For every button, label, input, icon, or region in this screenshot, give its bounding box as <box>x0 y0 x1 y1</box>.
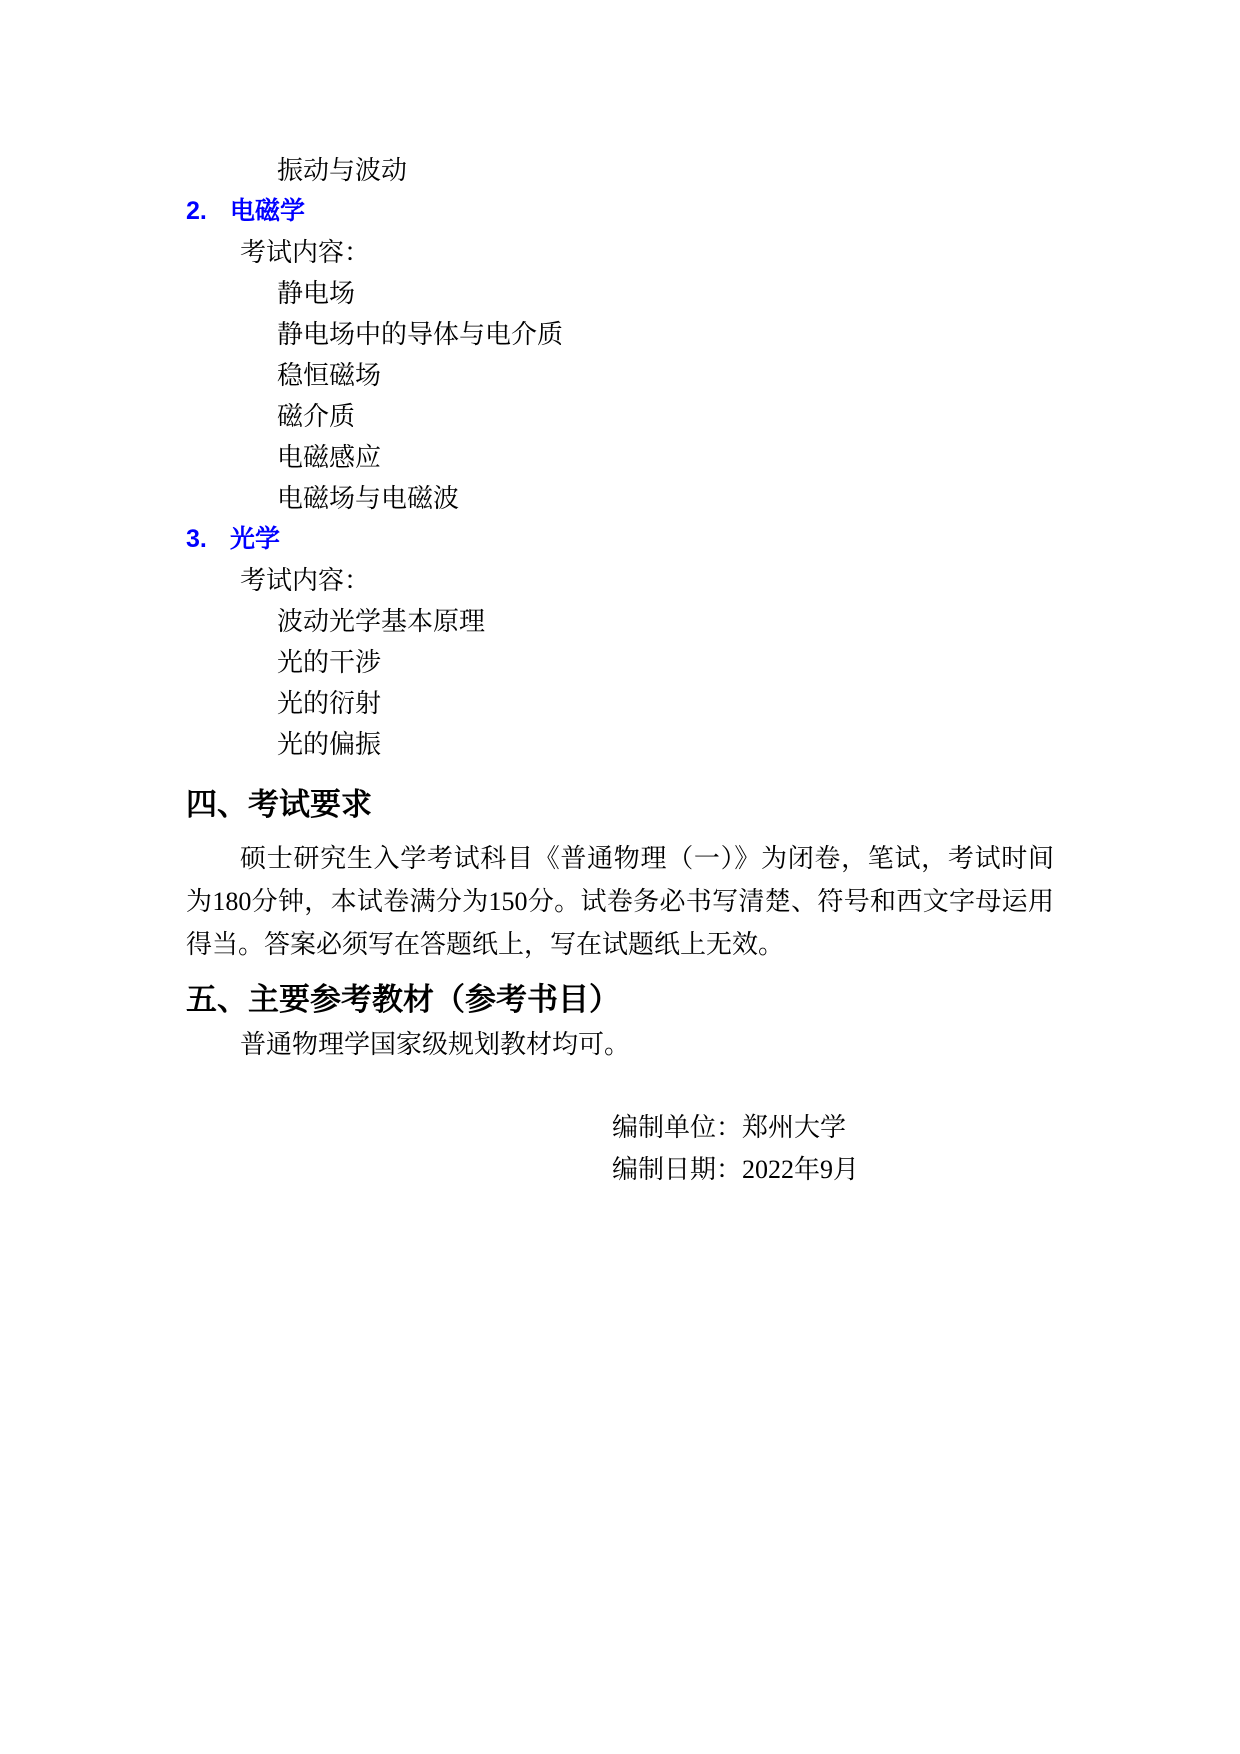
list-item: 静电场中的导体与电介质 <box>277 320 564 349</box>
list-item: 稳恒磁场 <box>277 361 382 390</box>
section-3-heading <box>186 519 1054 560</box>
colophon-unit: 编制单位：郑州大学 <box>612 1113 847 1142</box>
list-item: 静电场 <box>277 279 356 308</box>
list-item: 光的偏振 <box>277 730 382 759</box>
list-item: 光的衍射 <box>277 689 382 718</box>
references-heading: 五、主要参考教材（参考书目） <box>186 982 620 1017</box>
colophon <box>186 1107 1054 1191</box>
section-3-title: 光学 <box>230 525 281 553</box>
section-3-number: 3. <box>186 525 207 553</box>
section-2-number: 2. <box>186 197 207 225</box>
requirements-heading: 四、考试要求 <box>186 787 372 822</box>
list-item: 电磁感应 <box>277 443 382 472</box>
list-item: 振动与波动 <box>277 156 408 185</box>
section-2-title: 电磁学 <box>230 197 306 225</box>
list-item: 波动光学基本原理 <box>277 607 486 636</box>
colophon-date: 编制日期：2022年9月 <box>612 1155 860 1184</box>
content-label: 考试内容： <box>240 566 371 595</box>
list-item: 电磁场与电磁波 <box>277 484 460 513</box>
document-content <box>186 150 1054 1191</box>
list-item: 磁介质 <box>277 402 356 431</box>
content-label: 考试内容： <box>240 238 371 267</box>
section-2-heading <box>186 191 1054 232</box>
list-item: 光的干涉 <box>277 648 382 677</box>
requirements-paragraph: 硕士研究生入学考试科目《普通物理（一）》为闭卷，笔试，考试时间为180分钟，本试卷满分为150分。试卷务必书写清楚、符号和西文字母运用得当。答案必须写在答题纸上，写在试题纸上无效。 <box>186 844 1054 959</box>
references-paragraph: 普通物理学国家级规划教材均可。 <box>240 1030 631 1059</box>
